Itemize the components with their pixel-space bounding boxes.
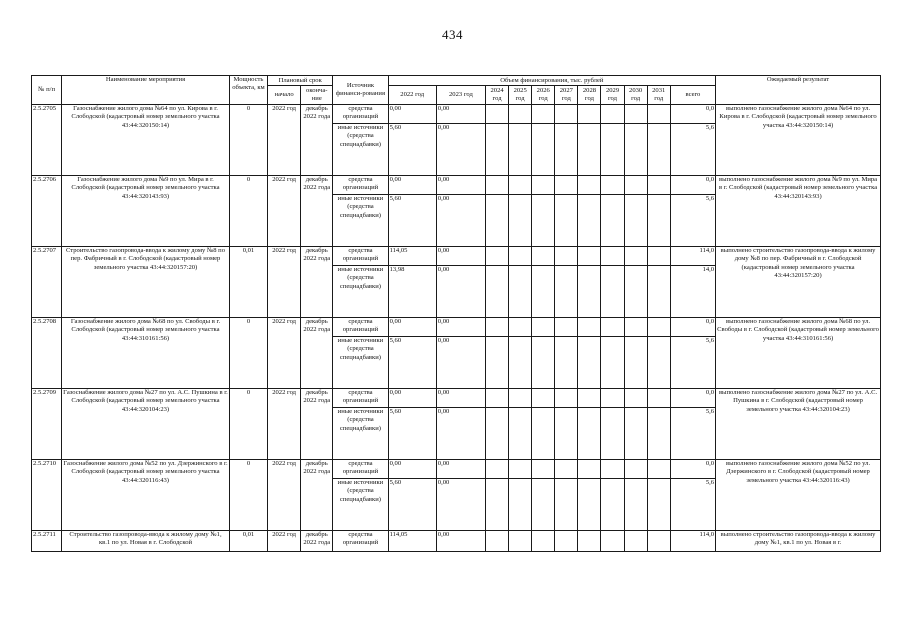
table-row	[32, 105, 881, 124]
row-org-2024	[486, 531, 509, 552]
row-org-2030	[624, 318, 647, 337]
row-start: 2022 год	[268, 531, 301, 552]
row-name: Газоснабжение жилого дома №9 по ул. Мира в г. Слободской (кадастровый номер земельного участка 43:44:320143:93)	[62, 176, 230, 247]
header-year-2031: 2031 год	[647, 86, 670, 105]
row-other-2031	[647, 408, 670, 460]
row-other-total: 5,6	[670, 408, 715, 460]
header-start: начало	[268, 86, 301, 105]
row-org-2024	[486, 176, 509, 195]
row-org-2024	[486, 318, 509, 337]
row-other-2028	[578, 479, 601, 531]
row-other-total: 5,6	[670, 124, 715, 176]
row-org-2027	[555, 460, 578, 479]
row-other-2026	[532, 124, 555, 176]
row-capacity: 0	[229, 176, 267, 247]
row-org-2028	[578, 176, 601, 195]
row-other-2030	[624, 195, 647, 247]
row-org-2025	[509, 105, 532, 124]
row-other-2030	[624, 337, 647, 389]
row-org-2024	[486, 460, 509, 479]
row-org-total: 0,0	[670, 105, 715, 124]
row-org-2028	[578, 318, 601, 337]
row-org-total: 0,0	[670, 460, 715, 479]
row-org-2026	[532, 389, 555, 408]
row-number: 2.5.2706	[32, 176, 62, 247]
row-org-2023: 0,00	[436, 318, 485, 337]
row-other-2023: 0,00	[436, 479, 485, 531]
row-org-2022: 0,00	[388, 389, 436, 408]
row-other-2025	[509, 195, 532, 247]
row-other-2029	[601, 195, 624, 247]
row-other-2031	[647, 124, 670, 176]
row-end: декабрь 2022 года	[301, 318, 333, 389]
row-capacity: 0	[229, 105, 267, 176]
row-org-2023: 0,00	[436, 389, 485, 408]
row-org-2022: 0,00	[388, 176, 436, 195]
row-other-2022: 5,60	[388, 337, 436, 389]
row-other-2028	[578, 195, 601, 247]
row-source-organizations: средства организаций	[333, 460, 388, 479]
row-org-2030	[624, 389, 647, 408]
row-org-2026	[532, 460, 555, 479]
header-source: Источник финанси-рования	[333, 76, 388, 105]
row-org-2024	[486, 105, 509, 124]
row-org-2030	[624, 247, 647, 266]
row-org-2026	[532, 176, 555, 195]
row-other-2027	[555, 479, 578, 531]
header-year-2026: 2026 год	[532, 86, 555, 105]
row-result: выполнено газоснабжение жилого дома №27 по ул. А.С. Пушкина в г. Слободской (кадастровый номер земельного участка 43:44:320104:23)	[716, 389, 881, 460]
header-year-2028: 2028 год	[578, 86, 601, 105]
row-start: 2022 год	[268, 176, 301, 247]
row-source-other: иные источники (средства спецнадбавки)	[333, 195, 388, 247]
row-other-total: 5,6	[670, 479, 715, 531]
row-number: 2.5.2711	[32, 531, 62, 552]
header-name: Наименование мероприятия	[62, 76, 230, 105]
header-year-2030: 2030 год	[624, 86, 647, 105]
row-other-2029	[601, 124, 624, 176]
header-year-2029: 2029 год	[601, 86, 624, 105]
row-org-2029	[601, 247, 624, 266]
row-source-organizations: средства организаций	[333, 247, 388, 266]
row-other-2029	[601, 479, 624, 531]
row-org-2022: 114,05	[388, 531, 436, 552]
row-other-2024	[486, 266, 509, 318]
row-org-2023: 0,00	[436, 176, 485, 195]
row-result: выполнено строительство газопровода-ввода к жилому дому №1, кв.1 по ул. Новая в г.	[716, 531, 881, 552]
row-other-2031	[647, 479, 670, 531]
row-other-2026	[532, 479, 555, 531]
row-other-2029	[601, 266, 624, 318]
row-source-organizations: средства организаций	[333, 176, 388, 195]
row-other-2027	[555, 195, 578, 247]
row-number: 2.5.2709	[32, 389, 62, 460]
row-other-total: 14,0	[670, 266, 715, 318]
row-org-2028	[578, 531, 601, 552]
header-year-2022: 2022 год	[388, 86, 436, 105]
row-org-2026	[532, 531, 555, 552]
row-source-organizations: средства организаций	[333, 318, 388, 337]
row-org-total: 114,0	[670, 531, 715, 552]
row-source-other: иные источники (средства спецнадбавки)	[333, 266, 388, 318]
row-start: 2022 год	[268, 389, 301, 460]
row-name: Газоснабжение жилого дома №64 по ул. Кирова в г. Слободской (кадастровый номер земельного участка 43:44:320150:14)	[62, 105, 230, 176]
row-org-2029	[601, 460, 624, 479]
header-year-2024: 2024 год	[486, 86, 509, 105]
row-org-2030	[624, 531, 647, 552]
row-start: 2022 год	[268, 318, 301, 389]
row-other-2023: 0,00	[436, 337, 485, 389]
row-other-2023: 0,00	[436, 266, 485, 318]
row-org-2022: 114,05	[388, 247, 436, 266]
row-other-2025	[509, 337, 532, 389]
row-source-organizations: средства организаций	[333, 105, 388, 124]
row-other-2022: 13,98	[388, 266, 436, 318]
row-end: декабрь 2022 года	[301, 531, 333, 552]
row-source-other: иные источники (средства спецнадбавки)	[333, 479, 388, 531]
row-end: декабрь 2022 года	[301, 105, 333, 176]
row-number: 2.5.2710	[32, 460, 62, 531]
row-other-2024	[486, 408, 509, 460]
row-org-2031	[647, 247, 670, 266]
row-other-2030	[624, 408, 647, 460]
row-source-other: иные источники (средства спецнадбавки)	[333, 124, 388, 176]
row-other-2031	[647, 195, 670, 247]
row-org-2025	[509, 460, 532, 479]
row-org-2027	[555, 105, 578, 124]
table-row	[32, 531, 881, 552]
header-num: № п/п	[32, 76, 62, 105]
row-org-2030	[624, 176, 647, 195]
row-org-2023: 0,00	[436, 460, 485, 479]
row-org-2025	[509, 531, 532, 552]
table-row	[32, 247, 881, 266]
row-org-total: 114,0	[670, 247, 715, 266]
row-org-2026	[532, 105, 555, 124]
table-row	[32, 460, 881, 479]
row-other-2030	[624, 124, 647, 176]
row-org-total: 0,0	[670, 176, 715, 195]
row-org-2027	[555, 389, 578, 408]
row-org-2031	[647, 176, 670, 195]
row-other-2029	[601, 408, 624, 460]
row-org-2025	[509, 389, 532, 408]
row-org-2027	[555, 318, 578, 337]
row-org-2030	[624, 105, 647, 124]
row-other-2023: 0,00	[436, 408, 485, 460]
row-org-2025	[509, 247, 532, 266]
row-name: Газоснабжение жилого дома №68 по ул. Свободы в г. Слободской (кадастровый номер земельного участка 43:44:310161:56)	[62, 318, 230, 389]
row-name: Строительство газопровода-ввода к жилому дому №8 по пер. Фабричный в г. Слободской (кадастровый номер земельного участка 43:44:320157:20)	[62, 247, 230, 318]
row-org-2028	[578, 247, 601, 266]
row-org-2030	[624, 460, 647, 479]
row-other-2022: 5,60	[388, 124, 436, 176]
header-capacity: Мощность объекта, км	[229, 76, 267, 105]
row-other-2024	[486, 195, 509, 247]
header-end: оконча-ние	[301, 86, 333, 105]
row-org-total: 0,0	[670, 389, 715, 408]
row-org-2031	[647, 389, 670, 408]
row-other-2022: 5,60	[388, 195, 436, 247]
row-other-2026	[532, 337, 555, 389]
row-other-2031	[647, 266, 670, 318]
row-source-organizations: средства организаций	[333, 531, 388, 552]
row-org-2023: 0,00	[436, 247, 485, 266]
row-org-2029	[601, 389, 624, 408]
row-capacity: 0,01	[229, 247, 267, 318]
row-other-2027	[555, 337, 578, 389]
row-start: 2022 год	[268, 105, 301, 176]
row-result: выполнено газоснабжение жилого дома №9 по ул. Мира в г. Слободской (кадастровый номер земельного участка 43:44:320143:93)	[716, 176, 881, 247]
row-other-2029	[601, 337, 624, 389]
page-number: 434	[442, 27, 463, 42]
row-org-2031	[647, 531, 670, 552]
row-end: декабрь 2022 года	[301, 389, 333, 460]
row-other-2028	[578, 337, 601, 389]
row-org-2026	[532, 247, 555, 266]
row-other-2025	[509, 124, 532, 176]
row-other-2025	[509, 479, 532, 531]
row-result: выполнено газоснабжение жилого дома №64 по ул. Кирова в г. Слободской (кадастровый номер земельного участка 43:44:320150:14)	[716, 105, 881, 176]
row-org-2024	[486, 389, 509, 408]
row-other-2031	[647, 337, 670, 389]
header-period: Плановый срок	[268, 76, 333, 86]
row-other-2024	[486, 124, 509, 176]
row-other-2028	[578, 266, 601, 318]
row-start: 2022 год	[268, 460, 301, 531]
row-result: выполнено строительство газопровода-ввода к жилому дому №8 по пер. Фабричный в г. Слободской (кадастровый номер земельного участка 43:44:320157:20)	[716, 247, 881, 318]
row-org-2028	[578, 105, 601, 124]
row-result: выполнено газоснабжение жилого дома №68 по ул. Свободы в г. Слободской (кадастровый номер земельного участка 43:44:310161:56)	[716, 318, 881, 389]
row-end: декабрь 2022 года	[301, 460, 333, 531]
row-org-total: 0,0	[670, 318, 715, 337]
row-other-2022: 5,60	[388, 479, 436, 531]
row-org-2027	[555, 247, 578, 266]
row-source-other: иные источники (средства спецнадбавки)	[333, 337, 388, 389]
row-number: 2.5.2705	[32, 105, 62, 176]
row-other-2025	[509, 408, 532, 460]
row-end: декабрь 2022 года	[301, 247, 333, 318]
header-funding: Объем финансирования, тыс. рублей	[388, 76, 716, 86]
row-other-2027	[555, 408, 578, 460]
row-org-2026	[532, 318, 555, 337]
row-capacity: 0	[229, 318, 267, 389]
row-org-2023: 0,00	[436, 105, 485, 124]
row-other-2024	[486, 479, 509, 531]
row-org-2029	[601, 176, 624, 195]
row-name: Газоснабжение жилого дома №52 по ул. Дзержинского в г. Слободской (кадастровый номер земельного участка 43:44:320116:43)	[62, 460, 230, 531]
row-end: декабрь 2022 года	[301, 176, 333, 247]
table-row	[32, 318, 881, 337]
row-other-2026	[532, 408, 555, 460]
row-other-2028	[578, 124, 601, 176]
row-other-2022: 5,60	[388, 408, 436, 460]
row-other-2030	[624, 266, 647, 318]
row-other-total: 5,6	[670, 337, 715, 389]
row-name: Газоснабжение жилого дома №27 по ул. А.С. Пушкина в г. Слободской (кадастровый номер земельного участка 43:44:320104:23)	[62, 389, 230, 460]
row-org-2023: 0,00	[436, 531, 485, 552]
row-org-2031	[647, 460, 670, 479]
row-other-2023: 0,00	[436, 124, 485, 176]
row-org-2031	[647, 105, 670, 124]
funding-plan-table	[31, 75, 881, 552]
row-other-total: 5,6	[670, 195, 715, 247]
row-org-2031	[647, 318, 670, 337]
row-other-2030	[624, 479, 647, 531]
row-result: выполнено газоснабжение жилого дома №52 по ул. Дзержинского в г. Слободской (кадастровый номер земельного участка 43:44:320116:43)	[716, 460, 881, 531]
row-org-2029	[601, 318, 624, 337]
row-source-other: иные источники (средства спецнадбавки)	[333, 408, 388, 460]
row-org-2022: 0,00	[388, 105, 436, 124]
row-other-2027	[555, 266, 578, 318]
row-org-2029	[601, 105, 624, 124]
header-year-2027: 2027 год	[555, 86, 578, 105]
row-start: 2022 год	[268, 247, 301, 318]
row-org-2025	[509, 176, 532, 195]
row-name: Строительство газопровода-ввода к жилому дому №1, кв.1 по ул. Новая в г. Слободской	[62, 531, 230, 552]
row-number: 2.5.2708	[32, 318, 62, 389]
row-other-2024	[486, 337, 509, 389]
row-other-2025	[509, 266, 532, 318]
row-other-2027	[555, 124, 578, 176]
row-org-2028	[578, 389, 601, 408]
row-other-2028	[578, 408, 601, 460]
row-number: 2.5.2707	[32, 247, 62, 318]
header-total: всего	[670, 86, 715, 105]
header-result: Ожидаемый результат	[716, 76, 881, 105]
header-year-2023: 2023 год	[436, 86, 485, 105]
row-org-2028	[578, 460, 601, 479]
row-other-2026	[532, 266, 555, 318]
row-org-2022: 0,00	[388, 318, 436, 337]
row-capacity: 0,01	[229, 531, 267, 552]
table-row	[32, 389, 881, 408]
table-body	[32, 105, 881, 552]
row-org-2027	[555, 176, 578, 195]
row-other-2026	[532, 195, 555, 247]
header-year-2025: 2025 год	[509, 86, 532, 105]
row-source-organizations: средства организаций	[333, 389, 388, 408]
row-org-2024	[486, 247, 509, 266]
row-capacity: 0	[229, 460, 267, 531]
row-org-2022: 0,00	[388, 460, 436, 479]
row-capacity: 0	[229, 389, 267, 460]
table-row	[32, 176, 881, 195]
row-other-2023: 0,00	[436, 195, 485, 247]
row-org-2025	[509, 318, 532, 337]
row-org-2029	[601, 531, 624, 552]
row-org-2027	[555, 531, 578, 552]
